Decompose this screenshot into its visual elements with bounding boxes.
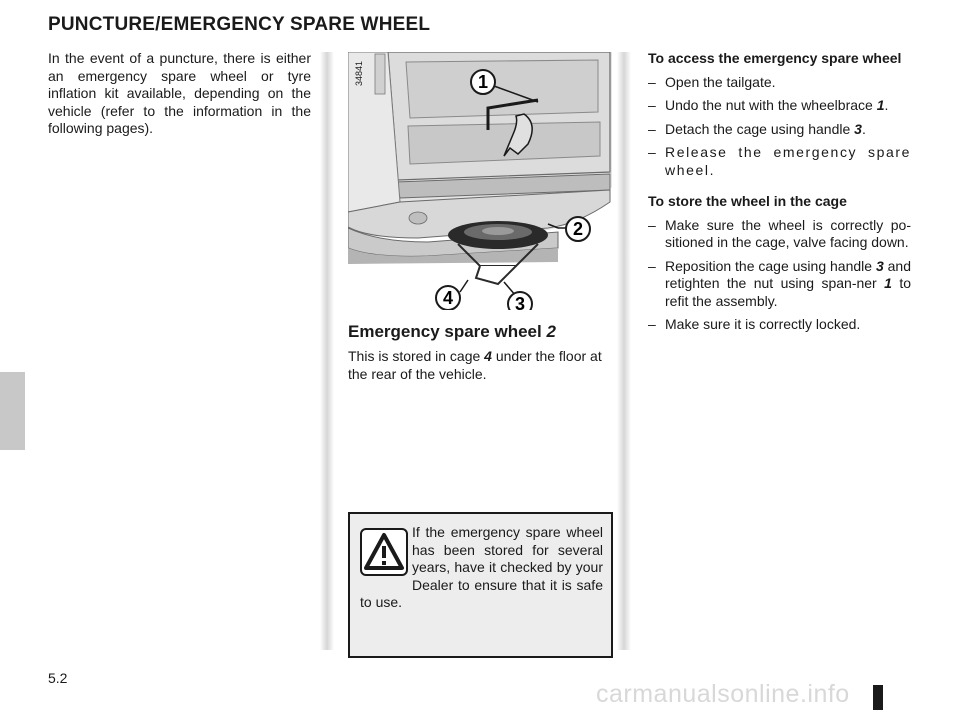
instructions-column [648, 50, 911, 334]
page-title: PUNCTURE/EMERGENCY SPARE WHEEL [48, 14, 431, 35]
callout-2 [566, 217, 590, 241]
section-body: This is stored in cage 4 under the floor at the rear of the vehicle. [348, 348, 602, 382]
page-number: 5.2 [48, 670, 68, 686]
warning-text: If the emergency spare wheel has been stored for several years, have it checked by your Dealer to ensure that it is safe to use. [360, 524, 603, 610]
access-step: – Release the emergency spare wheel. [648, 144, 911, 178]
callout-4 [436, 286, 460, 310]
figure-ref-code: 34841 [354, 60, 364, 86]
store-heading: To store the wheel in the cage [648, 193, 847, 209]
callout-1 [471, 70, 495, 94]
column-divider-left [320, 52, 334, 650]
spare-wheel-illustration [348, 52, 612, 310]
svg-text:1: 1 [477, 72, 489, 92]
column-divider-right [617, 52, 631, 650]
corner-mark [873, 685, 883, 710]
intro-paragraph: In the event of a puncture, there is either an emergency spare wheel or tyre inflation kit available, depending on the vehicle (refer to the information in the following pages). [48, 50, 311, 136]
access-step: – Undo the nut with the wheelbrace 1. [648, 97, 889, 113]
svg-text:4: 4 [442, 288, 454, 308]
warning-box [348, 512, 613, 658]
access-step: – Detach the cage using handle 3. [648, 120, 866, 137]
store-step: – Reposition the cage using handle 3 and retighten the nut using span-ner 1 to refit the assembly. [648, 257, 912, 309]
chapter-tab [0, 372, 25, 450]
svg-text:2: 2 [572, 219, 584, 239]
access-step: – Open the tailgate. [648, 73, 776, 90]
access-heading: To access the emergency spare wheel [648, 50, 902, 66]
store-step: – Make sure it is correctly locked. [648, 316, 861, 332]
watermark: carmanualsonline.info [596, 680, 850, 708]
callout-3 [508, 292, 532, 310]
store-step: – Make sure the wheel is correctly po-sitioned in the cage, valve facing down. [648, 216, 911, 250]
section-heading: Emergency spare wheel 2 [348, 322, 556, 341]
svg-text:3: 3 [514, 294, 526, 310]
